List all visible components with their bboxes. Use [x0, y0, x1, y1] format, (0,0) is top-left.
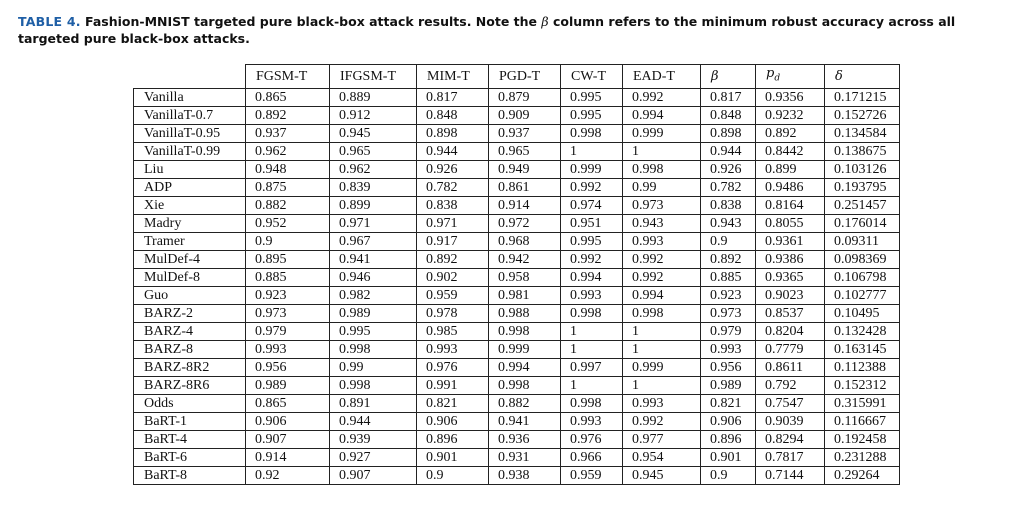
pgd-t-cell: 0.998: [489, 322, 561, 340]
pgd-t-cell: 0.909: [489, 106, 561, 124]
pgd-t-cell: 0.999: [489, 340, 561, 358]
pgd-t-cell: 0.914: [489, 196, 561, 214]
ifgsm-t-cell: 0.946: [330, 268, 417, 286]
beta-cell: 0.782: [701, 178, 756, 196]
delta-cell: 0.192458: [825, 430, 900, 448]
table-row: [134, 304, 900, 322]
fgsm-t-cell: 0.865: [246, 394, 330, 412]
mim-t-cell: 0.959: [417, 286, 489, 304]
model-name-cell: BaRT-8: [134, 466, 246, 484]
cw-t-cell: 0.951: [561, 214, 623, 232]
model-name-cell: Xie: [134, 196, 246, 214]
ifgsm-t-cell: 0.889: [330, 88, 417, 106]
table-label: TABLE 4.: [18, 14, 81, 29]
pgd-t-cell: 0.994: [489, 358, 561, 376]
model-name-cell: MulDef-4: [134, 250, 246, 268]
model-name-cell: VanillaT-0.95: [134, 124, 246, 142]
pd-cell: 0.7779: [756, 340, 825, 358]
ifgsm-t-cell: 0.962: [330, 160, 417, 178]
beta-cell: 0.926: [701, 160, 756, 178]
fgsm-t-cell: 0.895: [246, 250, 330, 268]
mim-t-cell: 0.892: [417, 250, 489, 268]
table-row: [134, 106, 900, 124]
beta-cell: 0.956: [701, 358, 756, 376]
ifgsm-t-cell: 0.839: [330, 178, 417, 196]
pd-cell: 0.7547: [756, 394, 825, 412]
ead-t-cell: 0.993: [623, 232, 701, 250]
model-name-cell: Vanilla: [134, 88, 246, 106]
ead-t-cell: 0.943: [623, 214, 701, 232]
cw-t-cell: 0.976: [561, 430, 623, 448]
caption-text-end: column refers to the minimum robust accuracy across all targeted pure black-box attacks.: [18, 14, 956, 46]
ead-t-cell: 0.977: [623, 430, 701, 448]
ead-t-cell: 1: [623, 340, 701, 358]
delta-cell: 0.102777: [825, 286, 900, 304]
fgsm-t-cell: 0.914: [246, 448, 330, 466]
pd-cell: 0.9361: [756, 232, 825, 250]
ead-t-cell: 0.998: [623, 304, 701, 322]
fgsm-t-cell: 0.962: [246, 142, 330, 160]
header-pgd-t: PGD-T: [489, 65, 561, 89]
model-name-cell: MulDef-8: [134, 268, 246, 286]
delta-cell: 0.29264: [825, 466, 900, 484]
ifgsm-t-cell: 0.998: [330, 376, 417, 394]
table-row: [134, 430, 900, 448]
model-name-cell: Madry: [134, 214, 246, 232]
model-name-cell: VanillaT-0.99: [134, 142, 246, 160]
delta-cell: 0.103126: [825, 160, 900, 178]
beta-cell: 0.989: [701, 376, 756, 394]
beta-cell: 0.896: [701, 430, 756, 448]
beta-cell: 0.838: [701, 196, 756, 214]
beta-cell: 0.944: [701, 142, 756, 160]
ifgsm-t-cell: 0.965: [330, 142, 417, 160]
delta-cell: 0.098369: [825, 250, 900, 268]
mim-t-cell: 0.976: [417, 358, 489, 376]
table-row: [134, 412, 900, 430]
beta-cell: 0.979: [701, 322, 756, 340]
fgsm-t-cell: 0.923: [246, 286, 330, 304]
ifgsm-t-cell: 0.967: [330, 232, 417, 250]
delta-cell: 0.134584: [825, 124, 900, 142]
cw-t-cell: 0.995: [561, 232, 623, 250]
ead-t-cell: 0.999: [623, 124, 701, 142]
delta-cell: 0.176014: [825, 214, 900, 232]
delta-cell: 0.171215: [825, 88, 900, 106]
ead-t-cell: 0.994: [623, 286, 701, 304]
table-row: [134, 214, 900, 232]
header-fgsm-t: FGSM-T: [246, 65, 330, 89]
cw-t-cell: 0.993: [561, 286, 623, 304]
fgsm-t-cell: 0.907: [246, 430, 330, 448]
ifgsm-t-cell: 0.998: [330, 340, 417, 358]
pd-cell: 0.792: [756, 376, 825, 394]
mim-t-cell: 0.926: [417, 160, 489, 178]
table-row: [134, 178, 900, 196]
ead-t-cell: 1: [623, 142, 701, 160]
pd-cell: 0.9023: [756, 286, 825, 304]
header-ead-t: EAD-T: [623, 65, 701, 89]
delta-cell: 0.193795: [825, 178, 900, 196]
ifgsm-t-cell: 0.982: [330, 286, 417, 304]
header-delta: δ: [825, 65, 900, 89]
header-beta: β: [701, 65, 756, 89]
pd-cell: 0.8055: [756, 214, 825, 232]
fgsm-t-cell: 0.892: [246, 106, 330, 124]
table-row: [134, 142, 900, 160]
header-mim-t: MIM-T: [417, 65, 489, 89]
model-name-cell: BARZ-8R2: [134, 358, 246, 376]
delta-cell: 0.116667: [825, 412, 900, 430]
table-row: [134, 88, 900, 106]
ifgsm-t-cell: 0.899: [330, 196, 417, 214]
ifgsm-t-cell: 0.941: [330, 250, 417, 268]
pgd-t-cell: 0.937: [489, 124, 561, 142]
beta-cell: 0.943: [701, 214, 756, 232]
mim-t-cell: 0.993: [417, 340, 489, 358]
ifgsm-t-cell: 0.971: [330, 214, 417, 232]
pd-cell: 0.8611: [756, 358, 825, 376]
delta-cell: 0.10495: [825, 304, 900, 322]
table-body: [134, 88, 900, 484]
cw-t-cell: 1: [561, 376, 623, 394]
beta-cell: 0.848: [701, 106, 756, 124]
pgd-t-cell: 0.861: [489, 178, 561, 196]
model-name-cell: BARZ-8: [134, 340, 246, 358]
mim-t-cell: 0.848: [417, 106, 489, 124]
table-row: [134, 268, 900, 286]
ead-t-cell: 0.99: [623, 178, 701, 196]
model-name-cell: Liu: [134, 160, 246, 178]
delta-cell: 0.09311: [825, 232, 900, 250]
ead-t-cell: 0.973: [623, 196, 701, 214]
fgsm-t-cell: 0.993: [246, 340, 330, 358]
mim-t-cell: 0.944: [417, 142, 489, 160]
cw-t-cell: 0.997: [561, 358, 623, 376]
header-pd-base: p: [766, 66, 775, 81]
header-cw-t: CW-T: [561, 65, 623, 89]
ead-t-cell: 0.992: [623, 268, 701, 286]
header-pd: [756, 65, 825, 89]
pd-cell: 0.8204: [756, 322, 825, 340]
table-row: [134, 376, 900, 394]
cw-t-cell: 1: [561, 142, 623, 160]
caption-beta-symbol: β: [541, 14, 549, 29]
fgsm-t-cell: 0.9: [246, 232, 330, 250]
pgd-t-cell: 0.941: [489, 412, 561, 430]
pgd-t-cell: 0.942: [489, 250, 561, 268]
pd-cell: 0.9365: [756, 268, 825, 286]
ifgsm-t-cell: 0.995: [330, 322, 417, 340]
ifgsm-t-cell: 0.891: [330, 394, 417, 412]
pgd-t-cell: 0.931: [489, 448, 561, 466]
pd-cell: 0.8294: [756, 430, 825, 448]
pd-cell: 0.9486: [756, 178, 825, 196]
model-name-cell: Odds: [134, 394, 246, 412]
cw-t-cell: 0.992: [561, 178, 623, 196]
delta-cell: 0.251457: [825, 196, 900, 214]
table-row: [134, 286, 900, 304]
model-name-cell: BaRT-1: [134, 412, 246, 430]
delta-cell: 0.106798: [825, 268, 900, 286]
mim-t-cell: 0.817: [417, 88, 489, 106]
beta-cell: 0.993: [701, 340, 756, 358]
pgd-t-cell: 0.879: [489, 88, 561, 106]
fgsm-t-cell: 0.956: [246, 358, 330, 376]
ead-t-cell: 0.992: [623, 250, 701, 268]
mim-t-cell: 0.906: [417, 412, 489, 430]
beta-cell: 0.973: [701, 304, 756, 322]
corner-cell: [134, 65, 246, 89]
pd-cell: 0.9356: [756, 88, 825, 106]
delta-cell: 0.231288: [825, 448, 900, 466]
fgsm-t-cell: 0.885: [246, 268, 330, 286]
ead-t-cell: 0.954: [623, 448, 701, 466]
cw-t-cell: 0.966: [561, 448, 623, 466]
pgd-t-cell: 0.965: [489, 142, 561, 160]
pd-cell: 0.8442: [756, 142, 825, 160]
pgd-t-cell: 0.972: [489, 214, 561, 232]
mim-t-cell: 0.978: [417, 304, 489, 322]
ifgsm-t-cell: 0.907: [330, 466, 417, 484]
table-row: [134, 250, 900, 268]
delta-cell: 0.138675: [825, 142, 900, 160]
table-row: [134, 196, 900, 214]
delta-cell: 0.152312: [825, 376, 900, 394]
pd-cell: 0.9386: [756, 250, 825, 268]
model-name-cell: BARZ-2: [134, 304, 246, 322]
mim-t-cell: 0.985: [417, 322, 489, 340]
cw-t-cell: 0.998: [561, 124, 623, 142]
header-pd-subscript: d: [774, 73, 781, 84]
fgsm-t-cell: 0.865: [246, 88, 330, 106]
delta-cell: 0.163145: [825, 340, 900, 358]
model-name-cell: BaRT-4: [134, 430, 246, 448]
fgsm-t-cell: 0.882: [246, 196, 330, 214]
cw-t-cell: 0.974: [561, 196, 623, 214]
mim-t-cell: 0.902: [417, 268, 489, 286]
pgd-t-cell: 0.988: [489, 304, 561, 322]
ifgsm-t-cell: 0.912: [330, 106, 417, 124]
ead-t-cell: 0.992: [623, 412, 701, 430]
table-row: [134, 448, 900, 466]
pgd-t-cell: 0.998: [489, 376, 561, 394]
cw-t-cell: 1: [561, 322, 623, 340]
table-row: [134, 466, 900, 484]
table-row: [134, 394, 900, 412]
results-table: [133, 64, 900, 485]
ead-t-cell: 1: [623, 322, 701, 340]
fgsm-t-cell: 0.906: [246, 412, 330, 430]
model-name-cell: VanillaT-0.7: [134, 106, 246, 124]
model-name-cell: BaRT-6: [134, 448, 246, 466]
cw-t-cell: 0.992: [561, 250, 623, 268]
mim-t-cell: 0.896: [417, 430, 489, 448]
pgd-t-cell: 0.981: [489, 286, 561, 304]
beta-cell: 0.901: [701, 448, 756, 466]
delta-cell: 0.315991: [825, 394, 900, 412]
cw-t-cell: 0.993: [561, 412, 623, 430]
fgsm-t-cell: 0.989: [246, 376, 330, 394]
delta-cell: 0.112388: [825, 358, 900, 376]
pd-cell: 0.9232: [756, 106, 825, 124]
ifgsm-t-cell: 0.944: [330, 412, 417, 430]
cw-t-cell: 0.998: [561, 304, 623, 322]
cw-t-cell: 0.995: [561, 106, 623, 124]
beta-cell: 0.817: [701, 88, 756, 106]
pd-cell: 0.7817: [756, 448, 825, 466]
ead-t-cell: 0.992: [623, 88, 701, 106]
pd-cell: 0.8537: [756, 304, 825, 322]
fgsm-t-cell: 0.952: [246, 214, 330, 232]
delta-cell: 0.132428: [825, 322, 900, 340]
fgsm-t-cell: 0.937: [246, 124, 330, 142]
pd-cell: 0.7144: [756, 466, 825, 484]
header-row: [134, 65, 900, 89]
model-name-cell: BARZ-8R6: [134, 376, 246, 394]
pd-cell: 0.9039: [756, 412, 825, 430]
mim-t-cell: 0.821: [417, 394, 489, 412]
table-row: [134, 322, 900, 340]
fgsm-t-cell: 0.973: [246, 304, 330, 322]
pgd-t-cell: 0.936: [489, 430, 561, 448]
ifgsm-t-cell: 0.989: [330, 304, 417, 322]
cw-t-cell: 0.998: [561, 394, 623, 412]
ifgsm-t-cell: 0.945: [330, 124, 417, 142]
cw-t-cell: 0.995: [561, 88, 623, 106]
mim-t-cell: 0.782: [417, 178, 489, 196]
ifgsm-t-cell: 0.927: [330, 448, 417, 466]
ead-t-cell: 1: [623, 376, 701, 394]
ead-t-cell: 0.945: [623, 466, 701, 484]
mim-t-cell: 0.971: [417, 214, 489, 232]
mim-t-cell: 0.898: [417, 124, 489, 142]
header-ifgsm-t: IFGSM-T: [330, 65, 417, 89]
table-row: [134, 124, 900, 142]
model-name-cell: Tramer: [134, 232, 246, 250]
pgd-t-cell: 0.968: [489, 232, 561, 250]
model-name-cell: ADP: [134, 178, 246, 196]
fgsm-t-cell: 0.979: [246, 322, 330, 340]
ead-t-cell: 0.999: [623, 358, 701, 376]
beta-cell: 0.885: [701, 268, 756, 286]
fgsm-t-cell: 0.92: [246, 466, 330, 484]
ead-t-cell: 0.994: [623, 106, 701, 124]
pgd-t-cell: 0.882: [489, 394, 561, 412]
cw-t-cell: 0.959: [561, 466, 623, 484]
mim-t-cell: 0.838: [417, 196, 489, 214]
ead-t-cell: 0.998: [623, 160, 701, 178]
beta-cell: 0.892: [701, 250, 756, 268]
mim-t-cell: 0.901: [417, 448, 489, 466]
cw-t-cell: 0.999: [561, 160, 623, 178]
ifgsm-t-cell: 0.99: [330, 358, 417, 376]
mim-t-cell: 0.991: [417, 376, 489, 394]
beta-cell: 0.9: [701, 466, 756, 484]
model-name-cell: Guo: [134, 286, 246, 304]
fgsm-t-cell: 0.875: [246, 178, 330, 196]
table-row: [134, 160, 900, 178]
table-caption: [18, 13, 1008, 47]
ifgsm-t-cell: 0.939: [330, 430, 417, 448]
table-row: [134, 340, 900, 358]
delta-cell: 0.152726: [825, 106, 900, 124]
pd-cell: 0.892: [756, 124, 825, 142]
ead-t-cell: 0.993: [623, 394, 701, 412]
caption-text-start: Fashion-MNIST targeted pure black-box attack results. Note the: [85, 14, 538, 29]
cw-t-cell: 1: [561, 340, 623, 358]
beta-cell: 0.898: [701, 124, 756, 142]
mim-t-cell: 0.9: [417, 466, 489, 484]
pd-cell: 0.899: [756, 160, 825, 178]
table-row: [134, 358, 900, 376]
beta-cell: 0.9: [701, 232, 756, 250]
pgd-t-cell: 0.958: [489, 268, 561, 286]
beta-cell: 0.906: [701, 412, 756, 430]
pd-cell: 0.8164: [756, 196, 825, 214]
mim-t-cell: 0.917: [417, 232, 489, 250]
pgd-t-cell: 0.938: [489, 466, 561, 484]
fgsm-t-cell: 0.948: [246, 160, 330, 178]
model-name-cell: BARZ-4: [134, 322, 246, 340]
beta-cell: 0.923: [701, 286, 756, 304]
cw-t-cell: 0.994: [561, 268, 623, 286]
pgd-t-cell: 0.949: [489, 160, 561, 178]
table-row: [134, 232, 900, 250]
beta-cell: 0.821: [701, 394, 756, 412]
